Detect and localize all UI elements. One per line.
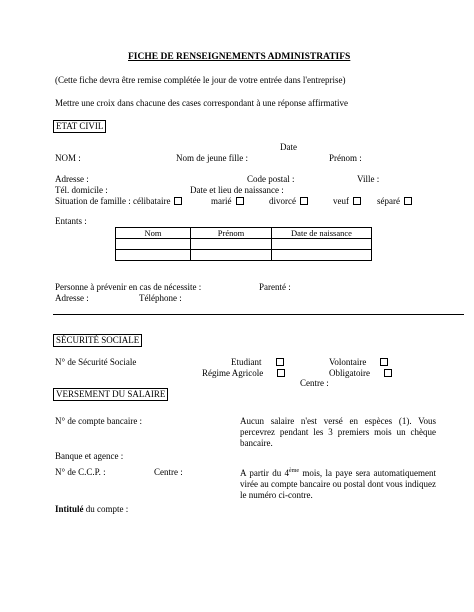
- table-header-date: Date de naissance: [272, 228, 372, 239]
- agricole-option: [202, 368, 285, 379]
- divorce-option: [269, 196, 308, 207]
- banque-agence-label: Banque et agence :: [55, 451, 124, 461]
- volontaire-checkbox[interactable]: [380, 358, 388, 366]
- intro-text: (Cette fiche devra être remise complétée le jour de votre entrée dans l'entreprise): [55, 75, 346, 85]
- veuf-label: veuf: [333, 196, 349, 206]
- table-cell[interactable]: [116, 250, 191, 261]
- table-header-nom: Nom: [116, 228, 191, 239]
- adresse2-label: Adresse :: [55, 293, 89, 303]
- etudiant-label: Etudiant: [231, 357, 262, 367]
- table-cell[interactable]: [272, 250, 372, 261]
- secu-centre-label: Centre :: [300, 378, 329, 388]
- intitule-compte-label: [55, 504, 128, 515]
- volontaire-label: Volontaire: [329, 357, 367, 367]
- enfants-label: Entants :: [55, 216, 87, 226]
- table-header-row: [116, 228, 372, 239]
- parente-label: Parenté :: [259, 282, 291, 292]
- nom-jeune-fille-label: Nom de jeune fille :: [176, 153, 248, 163]
- personne-label: Personne à prévenir en cas de nécessite :: [55, 282, 202, 292]
- especes-note: Aucun salaire n'est versé en espèces (1). Vous percevrez pendant les 3 premiers mois un chèque bancaire.: [240, 416, 436, 448]
- virement-note-end: mois, la paye sera automatiquement virée au compte bancaire ou postal dont vous indiquez le numéro ci-contre.: [240, 468, 436, 500]
- tel-label: Tél. domicile :: [55, 185, 108, 195]
- agricole-label: Régime Agricole: [202, 368, 264, 378]
- marie-checkbox[interactable]: [236, 197, 244, 205]
- naissance-label: Date et lieu de naissance :: [190, 185, 284, 195]
- intitule-rest: du compte :: [83, 504, 129, 514]
- veuf-option: [333, 196, 361, 207]
- volontaire-option: [329, 357, 388, 368]
- divorce-checkbox[interactable]: [300, 197, 308, 205]
- table-cell[interactable]: [191, 250, 272, 261]
- table-header-prenom: Prénom: [191, 228, 272, 239]
- celibataire-checkbox[interactable]: [174, 197, 182, 205]
- situation-row: [55, 196, 182, 207]
- obligatoire-option: [329, 368, 392, 379]
- etudiant-checkbox[interactable]: [276, 358, 284, 366]
- code-postal-label: Code postal :: [247, 174, 295, 184]
- ccp-centre-label: Centre :: [154, 467, 183, 477]
- table-row: [116, 239, 372, 250]
- adresse-label: Adresse :: [55, 174, 89, 184]
- marie-option: [211, 196, 244, 207]
- section-securite-sociale: SÉCURITÉ SOCIALE: [53, 334, 142, 347]
- separe-option: [377, 196, 412, 207]
- date-label: Date: [280, 142, 297, 152]
- telephone-label: Téléphone :: [139, 293, 182, 303]
- table-cell[interactable]: [272, 239, 372, 250]
- table-cell[interactable]: [116, 239, 191, 250]
- page-title: FICHE DE RENSEIGNEMENTS ADMINISTRATIFS: [128, 52, 351, 62]
- agricole-checkbox[interactable]: [277, 369, 285, 377]
- virement-note-sup: ème: [289, 468, 300, 474]
- prenom-label: Prénom :: [329, 153, 362, 163]
- secu-numero-label: N° de Sécurité Sociale: [55, 357, 137, 367]
- table-cell[interactable]: [191, 239, 272, 250]
- obligatoire-checkbox[interactable]: [384, 369, 392, 377]
- intitule-bold: Intitulé: [55, 504, 84, 514]
- divorce-label: divorcé: [269, 196, 296, 206]
- obligatoire-label: Obligatoire: [329, 368, 370, 378]
- instruction-text: Mettre une croix dans chacune des cases correspondant à une réponse affirmative: [55, 98, 348, 108]
- section-versement-salaire: VERSEMENT DU SALAIRE: [53, 388, 168, 401]
- separe-label: séparé: [377, 196, 400, 206]
- virement-note-start: A partir du 4: [240, 468, 290, 478]
- etudiant-option: [231, 357, 284, 368]
- virement-note: [240, 466, 436, 501]
- compte-bancaire-label: N° de compte bancaire :: [55, 416, 143, 426]
- table-row: [116, 250, 372, 261]
- enfants-table: [115, 227, 372, 261]
- ccp-label: N° de C.C.P. :: [55, 467, 106, 477]
- separe-checkbox[interactable]: [404, 197, 412, 205]
- situation-celibataire-label: Situation de famille : célibataire: [55, 196, 171, 206]
- nom-label: NOM :: [55, 153, 81, 163]
- section-divider: [53, 314, 464, 315]
- ville-label: Ville :: [357, 174, 380, 184]
- marie-label: marié: [211, 196, 232, 206]
- section-etat-civil: ETAT CIVIL: [53, 120, 106, 133]
- veuf-checkbox[interactable]: [353, 197, 361, 205]
